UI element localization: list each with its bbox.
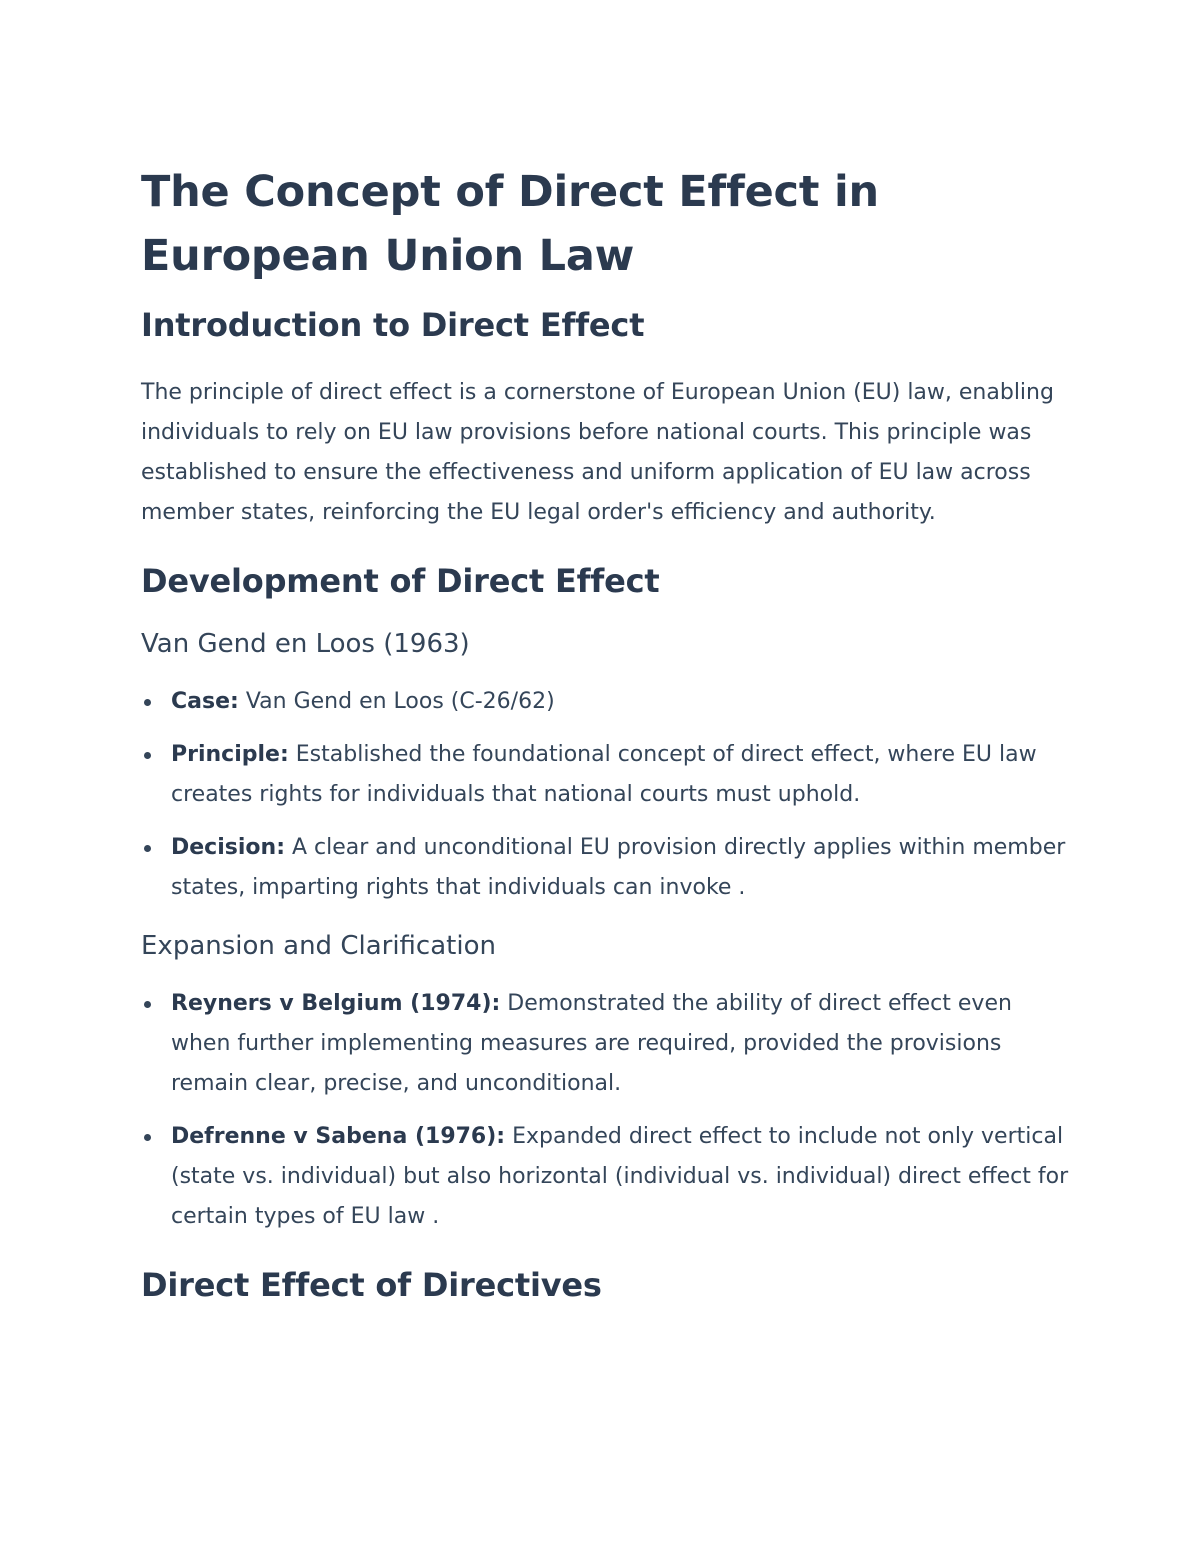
development-heading: Development of Direct Effect bbox=[141, 562, 660, 600]
list-item: Case: Van Gend en Loos (C-26/62) bbox=[141, 682, 1071, 722]
list-item: Decision: A clear and unconditional EU provision directly applies within member states, imparting rights that individuals can invoke . bbox=[141, 828, 1071, 908]
item-text: Established the foundational concept of direct effect, where EU law creates rights for individuals that national courts must uphold. bbox=[171, 742, 1037, 807]
item-label: Principle bbox=[171, 742, 280, 767]
list-item: Reyners v Belgium (1974): Demonstrated the ability of direct effect even when further implementing measures are required, provided the provisions remain clear, precise, and unconditional. bbox=[141, 984, 1071, 1104]
intro-heading: Introduction to Direct Effect bbox=[141, 306, 645, 344]
document-page bbox=[141, 160, 1071, 1307]
item-text: Expanded direct effect to include not only vertical (state vs. individual) but also horizontal (individual vs. individual) direct effect for certain types of EU law . bbox=[171, 1124, 1069, 1229]
intro-paragraph: The principle of direct effect is a cornerstone of European Union (EU) law, enabling individuals to rely on EU law provisions before national courts. This principle was established to ensure the effectiveness and uniform application of EU law across member states, reinforcing the EU legal order's efficiency and authority. bbox=[141, 380, 1054, 525]
van-gend-list bbox=[141, 682, 1071, 908]
directives-heading: Direct Effect of Directives bbox=[141, 1266, 602, 1304]
bullet-icon bbox=[144, 752, 151, 759]
expansion-list bbox=[141, 984, 1071, 1237]
list-item: Defrenne v Sabena (1976): Expanded direct effect to include not only vertical (state vs. individual) but also horizontal (individual vs. individual) direct effect for certain types of EU law . bbox=[141, 1117, 1071, 1237]
bullet-icon bbox=[144, 845, 151, 852]
item-label: Reyners v Belgium (1974) bbox=[171, 991, 492, 1016]
expansion-subheading: Expansion and Clarification bbox=[141, 931, 496, 961]
item-text: Demonstrated the ability of direct effect even when further implementing measures are required, provided the provisions remain clear, precise, and unconditional. bbox=[171, 991, 1012, 1096]
list-item: Principle: Established the foundational concept of direct effect, where EU law creates rights for individuals that national courts must uphold. bbox=[141, 735, 1071, 815]
item-label: Defrenne v Sabena (1976) bbox=[171, 1124, 497, 1149]
item-text: A clear and unconditional EU provision directly applies within member states, imparting rights that individuals can invoke . bbox=[171, 835, 1066, 900]
bullet-icon bbox=[144, 699, 151, 706]
document-title: The Concept of Direct Effect in European Union Law bbox=[141, 167, 879, 281]
bullet-icon bbox=[144, 1001, 151, 1008]
item-text: Van Gend en Loos (C-26/62) bbox=[238, 689, 555, 714]
bullet-icon bbox=[144, 1134, 151, 1141]
item-label: Case bbox=[171, 689, 231, 714]
van-gend-subheading: Van Gend en Loos (1963) bbox=[141, 629, 470, 659]
item-label: Decision bbox=[171, 835, 277, 860]
